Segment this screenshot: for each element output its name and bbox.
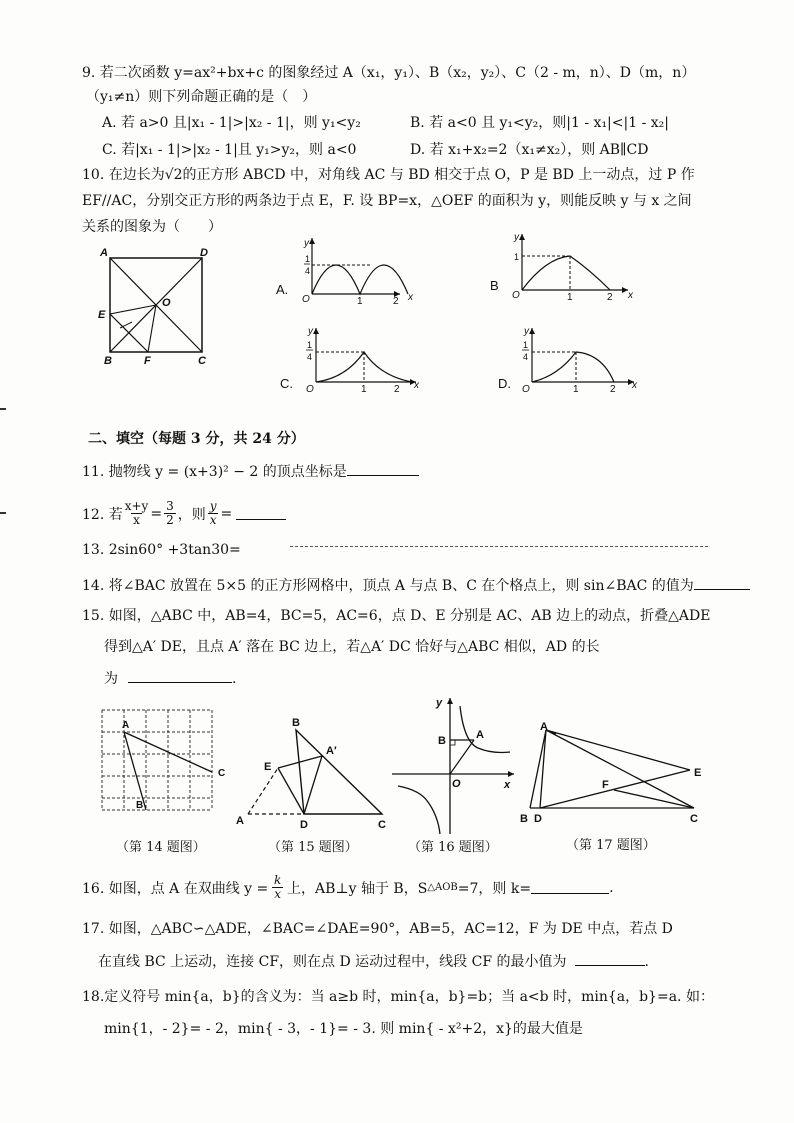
y-label: y	[436, 697, 443, 709]
fig14-caption: （第 14 题图）	[116, 840, 206, 855]
q9-option-b: B. 若 a<0 且 y₁<y₂，则|1 - x₁|<|1 - x₂|	[410, 115, 669, 131]
label-d: D	[534, 813, 542, 824]
q12-fraction-3	[208, 500, 219, 527]
q9-stem-2: （y₁≠n）则下列命题正确的是（ ）	[86, 89, 317, 105]
x-tick-2: 2	[394, 384, 400, 394]
q13-scan-line	[290, 546, 708, 547]
q9-option-a: A. 若 a>0 且|x₁ - 1|>|x₂ - 1|，则 y₁<y₂	[102, 115, 361, 131]
label-a: A	[476, 729, 484, 741]
q12-answer-blank	[236, 507, 286, 520]
x-tick-2: 2	[610, 384, 616, 394]
branch-upper	[460, 706, 510, 753]
q12	[82, 500, 286, 527]
label-d: D	[200, 247, 208, 259]
q10-line-2: EF//AC，分别交正方形的两条边于点 E，F. 设 BP=x，△OEF 的面积为 y，则能反映 y 与 x 之间	[82, 193, 692, 209]
label-b: B	[520, 813, 528, 824]
segment-ae	[546, 730, 690, 770]
fraction-numerator: x+y	[124, 499, 149, 513]
segment-fc	[614, 790, 694, 808]
fig17-caption: （第 17 题图）	[566, 838, 656, 853]
curve	[522, 256, 610, 290]
x-label: x	[504, 779, 511, 791]
fraction-denominator: 2	[166, 513, 174, 527]
q11-text: 11. 抛物线 y = (x+3)² − 2 的顶点坐标是	[82, 464, 347, 480]
segment-ac	[546, 730, 694, 808]
origin-label: O	[306, 384, 314, 394]
fig16-hyperbola	[388, 692, 522, 838]
fraction-denominator: x	[274, 887, 282, 901]
q16-post-2: =7，则 k=	[457, 880, 532, 897]
q17-line-2: 在直线 BC 上运动，连接 CF，则在点 D 运动过程中，线段 CF 的最小值为 .	[98, 954, 649, 970]
q10-option-c-graph	[276, 322, 426, 394]
x-tick-1: 1	[357, 296, 363, 304]
segment-a1d	[304, 756, 322, 814]
origin-label: O	[452, 778, 461, 790]
label-d: D	[300, 819, 308, 831]
curve	[312, 265, 408, 294]
q15-line-3: 为 .	[104, 671, 237, 687]
label-b: B	[136, 800, 144, 811]
origin-label: O	[302, 294, 310, 304]
fig15-caption: （第 15 题图）	[268, 840, 358, 855]
label-a: A	[100, 247, 108, 259]
q17-line-1: 17. 如图，△ABC∽△ADE，∠BAC=∠DAE=90°，AB=5，AC=12，F 为 DE 中点，若点 D	[82, 921, 673, 937]
x-tick-1: 1	[567, 292, 573, 300]
q12-post: =	[220, 505, 233, 522]
y-label: y	[308, 326, 313, 337]
q12-mid: ，则	[177, 506, 206, 523]
label-b: B	[104, 355, 112, 367]
q17-answer-blank	[575, 953, 645, 966]
option-letter: A.	[276, 282, 289, 297]
label-a: A	[122, 720, 130, 731]
x-arrow	[508, 771, 514, 777]
curve	[532, 352, 614, 382]
q12-pre: 12. 若	[82, 506, 123, 523]
q9-option-d: D. 若 x₁+x₂=2（x₁≠x₂），则 AB∥CD	[410, 142, 649, 158]
fraction-numerator: k	[274, 873, 282, 887]
q16-fraction	[272, 874, 283, 901]
q17-line-2-text: 在直线 BC 上运动，连接 CF，则在点 D 运动过程中，线段 CF 的最小值为	[98, 954, 567, 970]
triangle-abc	[296, 730, 382, 814]
y-label: y	[514, 232, 519, 243]
x-label: x	[414, 380, 419, 391]
q16-answer-blank	[531, 881, 609, 894]
q12-eq: =	[150, 505, 163, 522]
q18-line-2: min{1，- 2}= - 2，min{ - 3，- 1}= - 3. 则 min{ - x²+2，x}的最大值是	[104, 1021, 583, 1037]
y-arrow	[309, 238, 315, 244]
q12-fraction-1	[125, 500, 149, 527]
label-a: A	[540, 721, 548, 733]
fig16-caption: （第 16 题图）	[408, 840, 498, 855]
fig14-grid	[96, 706, 236, 816]
one-label: 1	[305, 254, 311, 264]
q15-line-1: 15. 如图，△ABC 中，AB=4，BC=5，AC=6，点 D、E 分别是 AC、AB 边上的动点，折叠△ADE	[82, 608, 711, 624]
q10-option-d-graph	[494, 322, 644, 394]
one-label: 1	[523, 340, 529, 350]
label-b: B	[292, 717, 300, 729]
y-label: y	[524, 326, 529, 337]
q10-line-1: 10. 在边长为√2的正方形 ABCD 中，对角线 AC 与 BD 相交于点 O，P 是 BD 上一动点，过 P 作	[82, 167, 695, 183]
fig15-triangle	[232, 716, 392, 832]
right-angle	[450, 740, 455, 745]
q13	[82, 542, 241, 558]
label-c: C	[218, 768, 226, 779]
x-tick-1: 1	[573, 384, 579, 394]
y-arrow	[519, 234, 525, 240]
label-e: E	[694, 767, 702, 779]
label-a-prime: A′	[326, 745, 337, 757]
x-label: x	[628, 290, 633, 300]
q9-option-c: C. 若|x₁ - 1|>|x₂ - 1|且 y₁>y₂，则 a<0	[102, 142, 357, 158]
label-e: E	[264, 761, 272, 773]
q14	[82, 575, 750, 595]
one-label: 1	[514, 252, 520, 262]
label-o: O	[162, 297, 171, 309]
option-letter: C.	[280, 376, 293, 391]
fraction-numerator: 3	[166, 499, 174, 513]
origin-label: O	[512, 290, 520, 300]
q10-square-figure	[92, 244, 216, 370]
grid-lines	[102, 710, 212, 810]
y-label: y	[304, 238, 309, 249]
y-arrow	[447, 698, 453, 704]
label-a: A	[236, 815, 244, 827]
fraction-numerator: y	[209, 499, 217, 513]
one-label: 1	[307, 340, 313, 350]
label-c: C	[378, 819, 386, 831]
q11-answer-blank	[347, 463, 419, 476]
four-label: 4	[523, 352, 529, 362]
q13-text: 13. 2sin60° +3tan30=	[82, 542, 241, 558]
origin-label: O	[522, 384, 530, 394]
dashed-ae	[248, 768, 278, 814]
x-tick-1: 1	[361, 384, 367, 394]
q9-stem: 9. 若二次函数 y=ax²+bx+c 的图象经过 A（x₁，y₁）、B（x₂，y₂）、C（2 - m，n）、D（m，n）	[82, 65, 696, 81]
scan-mark	[0, 512, 6, 514]
label-c: C	[198, 355, 206, 367]
four-label: 4	[305, 266, 311, 276]
q16: 16. 如图，点 A 在双曲线 y = $\frac{k}{x}$ 上，AB⊥y 轴于 B，S △AOB =7，则 k= .	[82, 873, 614, 901]
section-2-heading: 二、填空（每题 3 分，共 24 分）	[88, 431, 305, 447]
x-tick-2: 2	[607, 292, 613, 300]
q10-line-3: 关系的图象为（ ）	[82, 219, 222, 235]
y-arrow	[313, 328, 319, 334]
q14-text: 14. 将∠BAC 放置在 5×5 的正方形网格中，顶点 A 与点 B、C 在个格点上，则 sin∠BAC 的值为	[82, 578, 694, 594]
option-letter: B	[490, 278, 499, 293]
scan-mark	[0, 408, 6, 410]
label-f: F	[144, 355, 151, 367]
q10-option-a-graph	[272, 232, 422, 304]
label-b: B	[438, 735, 446, 747]
label-e: E	[98, 309, 106, 321]
q16-pre: 16. 如图，点 A 在双曲线 y =	[82, 880, 269, 897]
q16-post: 上，AB⊥y 轴于 B，S	[287, 880, 428, 897]
q14-answer-blank	[694, 577, 750, 590]
fraction-denominator: x	[133, 513, 140, 527]
option-letter: D.	[498, 376, 511, 391]
q12-fraction-2	[164, 500, 176, 527]
q15-line-2: 得到△A′ DE，且点 A′ 落在 BC 边上，若△A′ DC 恰好与△ABC 相似，AD 的长	[104, 639, 600, 655]
x-label: x	[632, 380, 637, 391]
y-arrow	[529, 328, 535, 334]
q10-option-b-graph	[486, 228, 636, 300]
q15-answer-blank	[128, 670, 232, 683]
branch-lower	[398, 786, 440, 834]
q18-line-1: 18.定义符号 min{a，b}的含义为：当 a≥b 时，min{a，b}=b；当 a<b 时，min{a，b}=a. 如：	[82, 989, 714, 1005]
q15-line-3-text: 为	[104, 671, 118, 687]
label-f: F	[602, 779, 609, 791]
fig17-triangles	[518, 720, 714, 824]
x-label: x	[408, 292, 413, 303]
x-tick-2: 2	[393, 296, 399, 304]
q11	[82, 461, 419, 481]
q16-subscript: △AOB	[427, 882, 458, 893]
label-c: C	[690, 813, 698, 824]
fraction-denominator: x	[209, 513, 217, 527]
four-label: 4	[307, 352, 313, 362]
